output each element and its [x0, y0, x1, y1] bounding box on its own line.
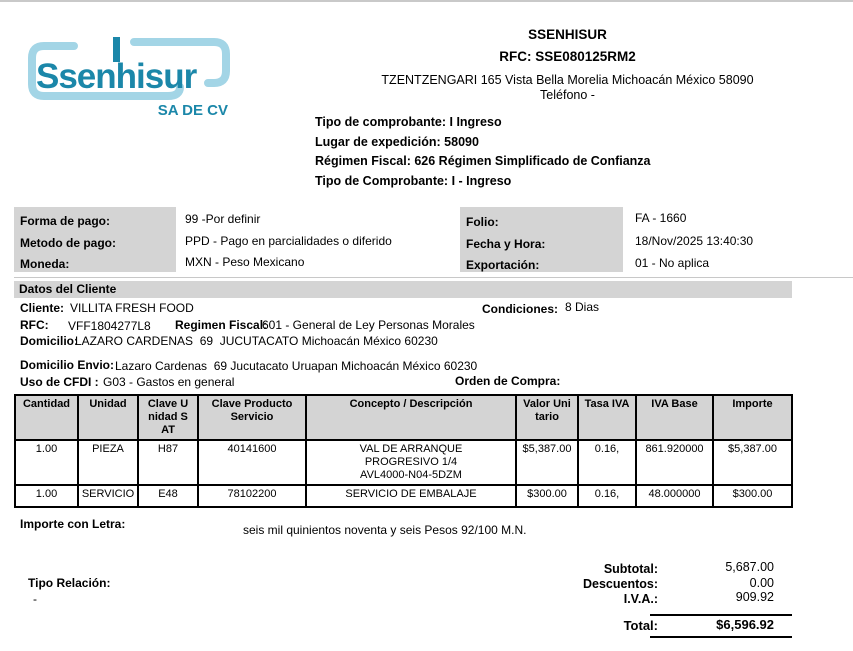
fecha-hora-label: Fecha y Hora: — [466, 237, 546, 251]
meta-tipo-comprobante-2: Tipo de Comprobante: I - Ingreso — [315, 173, 512, 188]
regimen-fiscal-label: Regimen Fiscal: — [175, 318, 268, 332]
metodo-pago-value: PPD - Pago en parcialidades o diferido — [185, 234, 392, 248]
item1-clave-unidad: H87 — [138, 440, 198, 485]
total-label: Total: — [623, 618, 658, 633]
col-iva-base: IVA Base — [636, 395, 713, 440]
importe-letra-label: Importe con Letra: — [20, 517, 126, 531]
item1-tasa-iva: 0.16, — [578, 440, 636, 485]
issuer-address: TZENTZENGARI 165 Vista Bella Morelia Michoacán México 58090 — [381, 73, 754, 87]
subtotal-value: 5,687.00 — [725, 560, 774, 574]
item2-tasa-iva: 0.16, — [578, 485, 636, 507]
item2-unidad: SERVICIO — [78, 485, 138, 507]
cliente-value: VILLITA FRESH FOOD — [70, 301, 194, 315]
issuer-phone: Teléfono - — [540, 88, 595, 102]
tipo-relacion-value: - — [33, 592, 37, 606]
col-clave-unidad-sat: Clave Unidad SAT — [138, 395, 198, 440]
item1-unidad: PIEZA — [78, 440, 138, 485]
meta-lugar-expedicion: Lugar de expedición: 58090 — [315, 134, 479, 149]
col-concepto: Concepto / Descripción — [306, 395, 516, 440]
total-value: $6,596.92 — [716, 617, 774, 632]
total-rule-top — [650, 614, 792, 616]
top-divider — [0, 0, 853, 2]
total-rule-bottom — [650, 636, 792, 638]
company-logo — [22, 36, 244, 120]
col-tasa-iva: Tasa IVA — [578, 395, 636, 440]
col-importe: Importe — [713, 395, 792, 440]
meta-tipo-comprobante: Tipo de comprobante: I Ingreso — [315, 115, 502, 129]
issuer-name: SSENHISUR — [528, 27, 607, 42]
regimen-fiscal-value: 601 - General de Ley Personas Morales — [262, 318, 475, 332]
col-valor-unitario: Valor Unitario — [516, 395, 578, 440]
moneda-value: MXN - Peso Mexicano — [185, 255, 305, 269]
item1-importe: $5,387.00 — [713, 440, 792, 485]
importe-letra-value: seis mil quinientos noventa y seis Pesos 92/100 M.N. — [243, 523, 527, 537]
voucher-meta — [315, 113, 651, 191]
item2-importe: $300.00 — [713, 485, 792, 507]
iva-value: 909.92 — [735, 590, 774, 604]
item1-valor-unitario: $5,387.00 — [516, 440, 578, 485]
item2-concepto: SERVICIO DE EMBALAJE — [306, 485, 516, 507]
item2-clave-unidad: E48 — [138, 485, 198, 507]
descuentos-label: Descuentos: — [582, 577, 658, 591]
domicilio-label: Domicilio: — [20, 334, 79, 348]
orden-compra-label: Orden de Compra: — [455, 374, 561, 388]
payment-divider — [14, 277, 853, 278]
condiciones-value: 8 Dias — [565, 300, 600, 314]
logo-subtext: SA DE CV — [157, 102, 228, 119]
tipo-relacion-label: Tipo Relación: — [28, 576, 111, 590]
forma-pago-value: 99 -Por definir — [185, 212, 261, 226]
issuer-header — [300, 27, 835, 102]
forma-pago-label: Forma de pago: — [20, 214, 111, 228]
condiciones-label: Condiciones: — [482, 302, 559, 316]
item1-concepto: VAL DE ARRANQUE PROGRESIVO 1/4 AVL4000-N04-5DZM — [306, 440, 516, 485]
cliente-label: Cliente: — [20, 301, 65, 315]
meta-regimen-fiscal: Régimen Fiscal: 626 Régimen Simplificado de Confianza — [315, 154, 651, 168]
subtotal-label: Subtotal: — [603, 562, 658, 576]
item2-cantidad: 1.00 — [15, 485, 78, 507]
item2-valor-unitario: $300.00 — [516, 485, 578, 507]
col-unidad: Unidad — [78, 395, 138, 440]
item1-iva-base: 861.920000 — [636, 440, 713, 485]
iva-label: I.V.A.: — [623, 592, 658, 606]
payment-section — [14, 207, 853, 278]
client-rfc-value: VFF1804277L8 — [68, 319, 151, 333]
col-cantidad: Cantidad — [15, 395, 78, 440]
exportacion-value: 01 - No aplica — [635, 256, 710, 270]
metodo-pago-label: Metodo de pago: — [20, 236, 116, 250]
item2-iva-base: 48.000000 — [636, 485, 713, 507]
client-section-title: Datos del Cliente — [14, 281, 792, 298]
domicilio-envio-label: Domicilio Envio: — [20, 358, 115, 372]
domicilio-value: LAZARO CARDENAS 69 JUCUTACATO Michoacán México 60230 — [75, 334, 438, 348]
item-row-2 — [15, 485, 792, 507]
folio-value: FA - 1660 — [635, 211, 687, 225]
client-rfc-label: RFC: — [20, 318, 49, 332]
item1-clave-producto: 40141600 — [198, 440, 306, 485]
uso-cfdi-label: Uso de CFDI : — [20, 375, 99, 389]
item-row-1 — [15, 440, 792, 485]
logo-text: Ssenhisur — [36, 57, 197, 96]
issuer-rfc: RFC: SSE080125RM2 — [499, 49, 636, 64]
moneda-label: Moneda: — [20, 257, 70, 271]
col-clave-producto: Clave Producto Servicio — [198, 395, 306, 440]
folio-label: Folio: — [466, 215, 499, 229]
items-table — [14, 394, 793, 508]
item1-cantidad: 1.00 — [15, 440, 78, 485]
domicilio-envio-value: Lazaro Cardenas 69 Jucutacato Uruapan Michoacán México 60230 — [115, 359, 478, 373]
exportacion-label: Exportación: — [466, 258, 540, 272]
descuentos-value: 0.00 — [749, 576, 774, 590]
uso-cfdi-value: G03 - Gastos en general — [103, 375, 235, 389]
fecha-hora-value: 18/Nov/2025 13:40:30 — [635, 234, 754, 248]
item2-clave-producto: 78102200 — [198, 485, 306, 507]
